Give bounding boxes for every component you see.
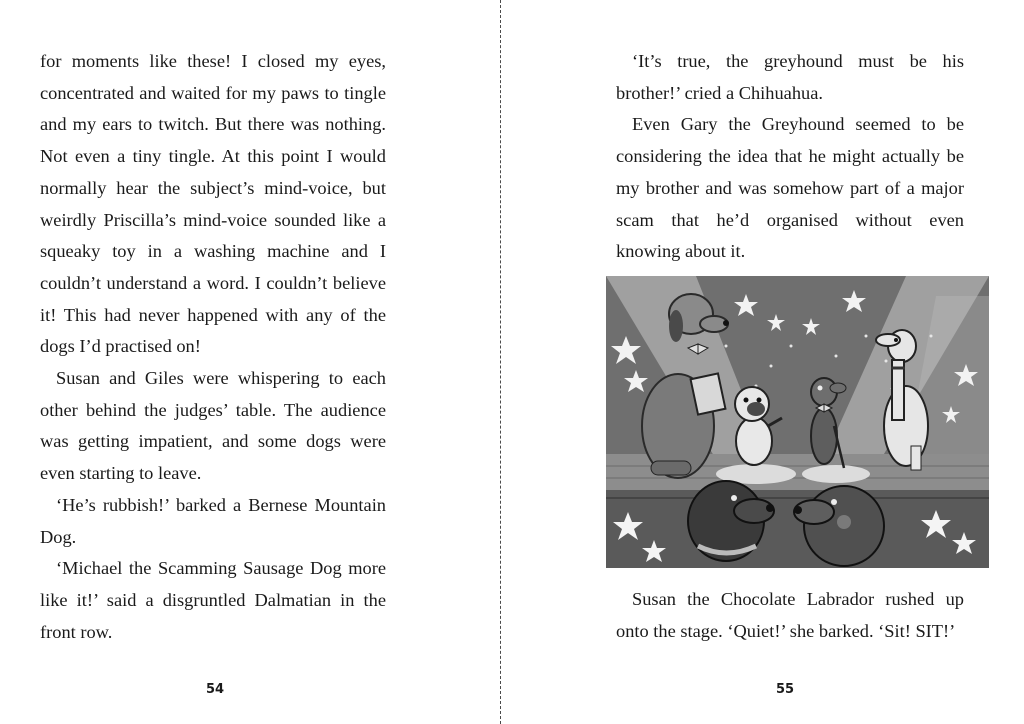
paragraph: ‘He’s rubbish!’ barked a Bernese Mountain Dog. [40, 494, 386, 547]
paragraph: Even Gary the Greyhound seemed to be considering the idea that he might actually be my brother and was somehow part of a major scam that he’d organised without even knowing about it. [616, 114, 964, 262]
illustration-drawing [606, 276, 989, 568]
page-number: 54 [206, 682, 225, 697]
right-page [502, 0, 1024, 724]
page-number: 55 [776, 682, 795, 697]
paragraph: ‘It’s true, the greyhound must be his brother!’ cried a Chihuahua. [616, 51, 964, 103]
page-gutter-divider [500, 0, 501, 724]
paragraph: for moments like these! I closed my eyes, concentrated and waited for my paws to tingle and my ears to twitch. But there was nothing. Not even a tiny tingle. At this point I would normally hear the subject’s mind-voice, but weirdly Priscilla’s mind-voice sounded like a squeaky toy in a washing machine and I couldn’t understand a word. I couldn’t believe it! This had never happened with any of the dogs I’d practised on! [40, 51, 386, 357]
left-page-text [40, 46, 386, 648]
paragraph: ‘Michael the Scamming Sausage Dog more like it!’ said a disgruntled Dalmatian in the front row. [40, 558, 386, 642]
left-page [0, 0, 500, 724]
paragraph: Susan the Chocolate Labrador rushed up onto the stage. ‘Quiet!’ she barked. ‘Sit! SIT!’ [616, 589, 964, 641]
right-page-text-top [616, 46, 964, 268]
paragraph: Susan and Giles were whispering to each other behind the judges’ table. The audience was getting impatient, and some dogs were even starting to leave. [40, 368, 386, 484]
stage-dogs-illustration [606, 276, 989, 568]
right-page-text-bottom [616, 584, 964, 647]
